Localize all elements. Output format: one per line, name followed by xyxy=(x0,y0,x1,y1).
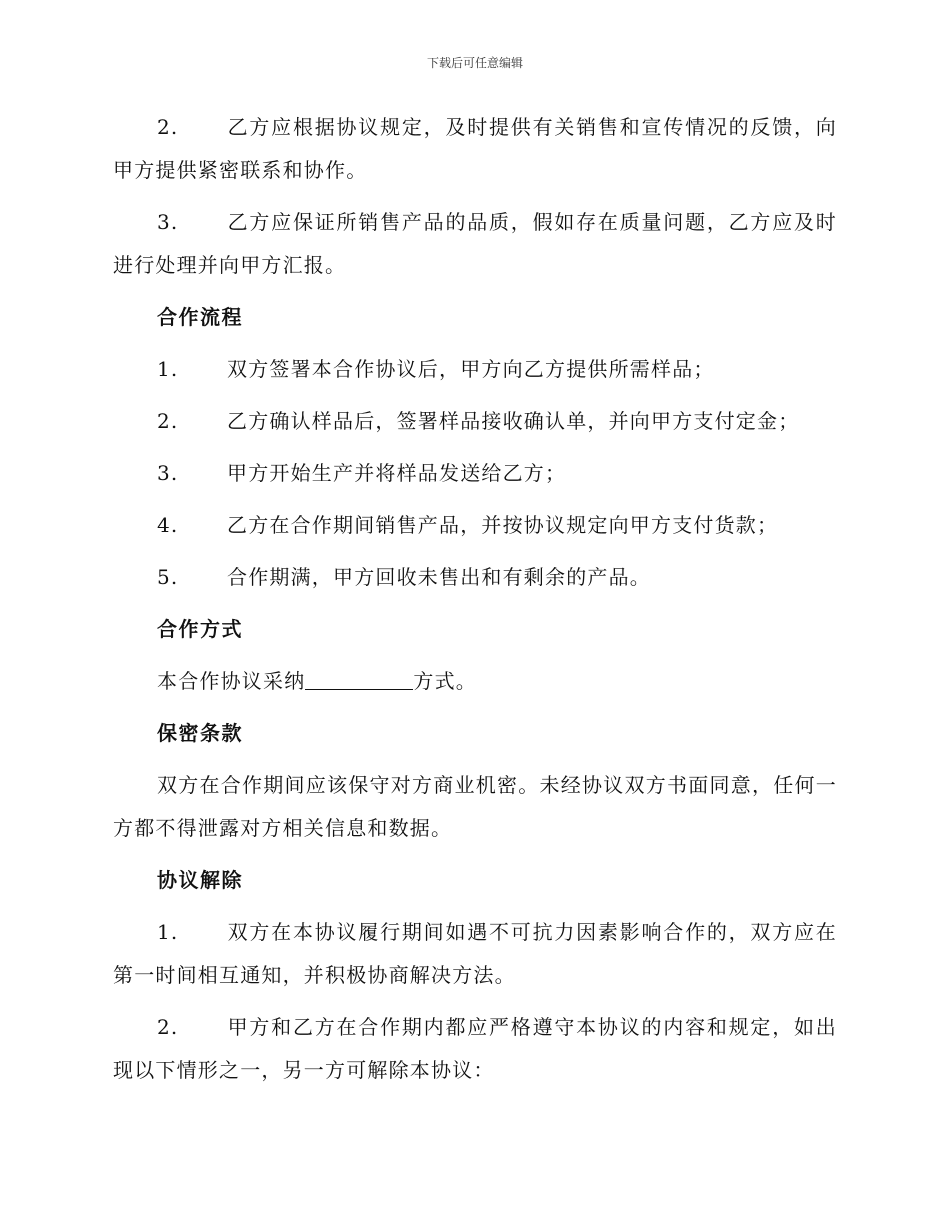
clause-text: 乙方应保证所销售产品的品质，假如存在质量问题，乙方应及时进行处理并向甲方汇报。 xyxy=(113,210,837,277)
section-heading-termination: 协议解除 xyxy=(157,868,243,892)
clause-text: 甲方和乙方在合作期内都应严格遵守本协议的内容和规定，如出现以下情形之一，另一方可解除本协议： xyxy=(113,1015,837,1082)
termination-clause xyxy=(113,1006,837,1092)
clause-number: 2. xyxy=(157,115,179,139)
process-step xyxy=(113,452,837,495)
mode-paragraph xyxy=(113,660,837,703)
step-text: 乙方在合作期间销售产品，并按协议规定向甲方支付货款； xyxy=(227,513,779,537)
process-step xyxy=(113,556,837,599)
step-number: 4. xyxy=(157,513,179,537)
step-text: 乙方确认样品后，签署样品接收确认单，并向甲方支付定金； xyxy=(227,409,800,433)
step-text: 甲方开始生产并将样品发送给乙方； xyxy=(227,461,567,485)
clause-number: 1. xyxy=(157,920,179,944)
process-step xyxy=(113,348,837,391)
process-step xyxy=(113,504,837,547)
page-header: 下载后可任意编辑 xyxy=(426,56,523,70)
mode-text-before: 本合作协议采纳 xyxy=(157,669,306,693)
section-heading-mode: 合作方式 xyxy=(157,617,243,641)
step-number: 2. xyxy=(157,409,179,433)
step-text: 合作期满，甲方回收未售出和有剩余的产品。 xyxy=(227,565,651,589)
section-heading-confidentiality: 保密条款 xyxy=(157,721,243,745)
termination-clause xyxy=(113,911,837,997)
clause-number: 2. xyxy=(157,1015,179,1039)
clause-paragraph xyxy=(113,201,837,287)
document-body xyxy=(113,106,837,1101)
confidentiality-text: 双方在合作期间应该保守对方商业机密。未经协议双方书面同意，任何一方都不得泄露对方相关信息和数据。 xyxy=(113,773,837,840)
step-text: 双方签署本合作协议后，甲方向乙方提供所需样品； xyxy=(227,357,715,381)
step-number: 3. xyxy=(157,461,179,485)
clause-text: 双方在本协议履行期间如遇不可抗力因素影响合作的，双方应在第一时间相互通知，并积极协商解决方法。 xyxy=(113,920,837,987)
mode-text-after: 方式。 xyxy=(413,669,478,693)
clause-number: 3. xyxy=(157,210,179,234)
section-heading-process: 合作流程 xyxy=(157,305,243,329)
step-number: 1. xyxy=(157,357,179,381)
step-number: 5. xyxy=(157,565,179,589)
process-step xyxy=(113,400,837,443)
confidentiality-paragraph xyxy=(113,764,837,850)
clause-text: 乙方应根据协议规定，及时提供有关销售和宣传情况的反馈，向甲方提供紧密联系和协作。 xyxy=(113,115,837,182)
clause-paragraph xyxy=(113,106,837,192)
fill-in-blank xyxy=(305,669,413,690)
